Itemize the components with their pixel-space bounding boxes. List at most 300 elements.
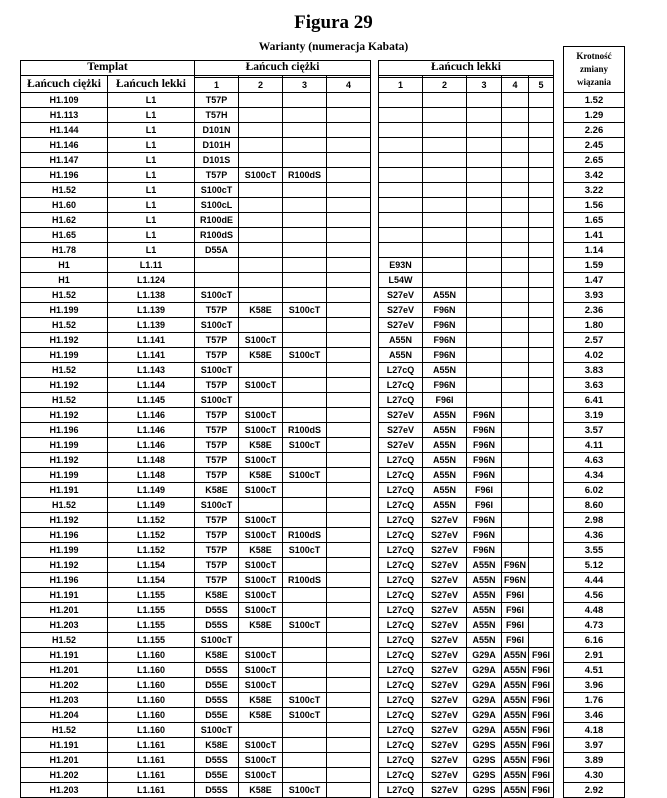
table-row (21, 303, 625, 318)
template-heavy-cell: H1.52 (21, 723, 108, 738)
heavy-mutation-2-cell (239, 138, 283, 153)
heavy-mutation-4-cell (327, 483, 371, 498)
column-separator (371, 393, 379, 408)
light-mutation-1-cell: L27cQ (379, 783, 423, 798)
heavy-mutation-4-cell (327, 648, 371, 663)
fold-change-cell: 1.65 (564, 213, 625, 228)
template-heavy-cell: H1.62 (21, 213, 108, 228)
heavy-mutation-2-cell: S100cT (239, 768, 283, 783)
template-heavy-cell: H1.60 (21, 198, 108, 213)
light-mutation-3-cell: A55N (467, 558, 502, 573)
heavy-mutation-2-cell: S100cT (239, 408, 283, 423)
heavy-mutation-1-cell: D55S (195, 663, 239, 678)
light-mutation-3-cell: A55N (467, 603, 502, 618)
heavy-mutation-1-cell: T57P (195, 408, 239, 423)
light-mutation-1-cell (379, 198, 423, 213)
light-mutation-1-cell (379, 108, 423, 123)
heavy-mutation-1-cell: K58E (195, 483, 239, 498)
table-row (21, 723, 625, 738)
variants-table (20, 46, 625, 798)
light-mutation-5-cell (529, 123, 554, 138)
table-row (21, 663, 625, 678)
heavy-mutation-3-cell (283, 768, 327, 783)
heavy-mutation-4-cell (327, 498, 371, 513)
light-mutation-3-cell: A55N (467, 633, 502, 648)
light-mutation-5-cell (529, 138, 554, 153)
light-mutation-4-cell: F96I (502, 588, 529, 603)
heavy-mutation-2-cell: K58E (239, 468, 283, 483)
template-light-cell: L1 (108, 198, 195, 213)
column-separator (371, 168, 379, 183)
heavy-mutation-1-cell (195, 258, 239, 273)
heavy-mutation-1-cell: D55A (195, 243, 239, 258)
template-light-cell: L1 (108, 153, 195, 168)
light-mutation-4-cell (502, 543, 529, 558)
heavy-mutation-2-cell (239, 213, 283, 228)
light-mutation-5-cell (529, 303, 554, 318)
fold-change-cell: 4.30 (564, 768, 625, 783)
heavy-mutation-2-cell: S100cT (239, 453, 283, 468)
column-separator (554, 348, 564, 363)
table-row (21, 258, 625, 273)
light-mutation-2-cell: A55N (423, 468, 467, 483)
light-mutation-2-cell: A55N (423, 423, 467, 438)
template-light-cell: L1.155 (108, 633, 195, 648)
fold-change-cell: 2.91 (564, 648, 625, 663)
column-separator (554, 498, 564, 513)
heavy-mutation-3-cell (283, 663, 327, 678)
heavy-mutation-2-cell: S100cT (239, 678, 283, 693)
light-mutation-4-cell (502, 468, 529, 483)
heavy-mutation-4-cell (327, 528, 371, 543)
template-light-cell: L1.143 (108, 363, 195, 378)
light-mutation-2-cell: S27eV (423, 663, 467, 678)
light-mutation-3-cell (467, 363, 502, 378)
light-mutation-4-cell: A55N (502, 768, 529, 783)
column-separator (371, 753, 379, 768)
column-separator (371, 378, 379, 393)
template-heavy-cell: H1.203 (21, 693, 108, 708)
template-heavy-cell: H1.147 (21, 153, 108, 168)
header-light-chain: Łańcuch lekki (379, 61, 554, 76)
column-separator (554, 678, 564, 693)
light-mutation-1-cell (379, 123, 423, 138)
heavy-mutation-3-cell (283, 228, 327, 243)
column-separator (371, 768, 379, 783)
heavy-mutation-1-cell: T57P (195, 303, 239, 318)
header-light-pos-5: 5 (529, 78, 554, 93)
heavy-mutation-3-cell (283, 243, 327, 258)
light-mutation-4-cell (502, 153, 529, 168)
heavy-mutation-2-cell (239, 318, 283, 333)
column-separator (371, 738, 379, 753)
light-mutation-3-cell (467, 153, 502, 168)
light-mutation-4-cell (502, 318, 529, 333)
heavy-mutation-4-cell (327, 738, 371, 753)
fold-change-cell: 1.59 (564, 258, 625, 273)
light-mutation-2-cell: S27eV (423, 678, 467, 693)
light-mutation-1-cell (379, 243, 423, 258)
heavy-mutation-2-cell (239, 723, 283, 738)
light-mutation-1-cell: L27cQ (379, 528, 423, 543)
light-mutation-5-cell: F96I (529, 768, 554, 783)
heavy-mutation-3-cell: S100cT (283, 693, 327, 708)
column-separator (371, 528, 379, 543)
light-mutation-5-cell (529, 603, 554, 618)
light-mutation-4-cell: F96I (502, 603, 529, 618)
template-heavy-cell: H1.78 (21, 243, 108, 258)
table-row (21, 333, 625, 348)
heavy-mutation-1-cell: D101H (195, 138, 239, 153)
header-heavy-pos-3: 3 (283, 78, 327, 93)
table-row (21, 543, 625, 558)
light-mutation-2-cell: S27eV (423, 573, 467, 588)
light-mutation-5-cell (529, 258, 554, 273)
light-mutation-1-cell: S27eV (379, 423, 423, 438)
column-separator (554, 198, 564, 213)
light-mutation-4-cell: F96I (502, 618, 529, 633)
heavy-mutation-2-cell: S100cT (239, 333, 283, 348)
template-light-cell: L1.161 (108, 753, 195, 768)
heavy-mutation-3-cell: S100cT (283, 348, 327, 363)
heavy-mutation-1-cell: D55S (195, 693, 239, 708)
column-separator (371, 438, 379, 453)
light-mutation-3-cell: A55N (467, 618, 502, 633)
table-row (21, 378, 625, 393)
table-row (21, 183, 625, 198)
template-light-cell: L1 (108, 93, 195, 108)
light-mutation-4-cell: A55N (502, 663, 529, 678)
table-row (21, 678, 625, 693)
template-heavy-cell: H1.199 (21, 303, 108, 318)
light-mutation-5-cell (529, 498, 554, 513)
template-heavy-cell: H1.109 (21, 93, 108, 108)
light-mutation-3-cell (467, 213, 502, 228)
light-mutation-2-cell (423, 138, 467, 153)
light-mutation-4-cell (502, 108, 529, 123)
light-mutation-2-cell (423, 258, 467, 273)
column-separator (371, 408, 379, 423)
heavy-mutation-3-cell (283, 183, 327, 198)
table-row (21, 618, 625, 633)
light-mutation-5-cell (529, 228, 554, 243)
template-light-cell: L1.138 (108, 288, 195, 303)
template-heavy-cell: H1.201 (21, 603, 108, 618)
template-heavy-cell: H1.192 (21, 558, 108, 573)
table-row (21, 573, 625, 588)
template-light-cell: L1 (108, 168, 195, 183)
light-mutation-1-cell: S27eV (379, 438, 423, 453)
light-mutation-5-cell: F96I (529, 753, 554, 768)
template-heavy-cell: H1.52 (21, 318, 108, 333)
light-mutation-1-cell (379, 228, 423, 243)
template-light-cell: L1.154 (108, 558, 195, 573)
fold-change-cell: 6.02 (564, 483, 625, 498)
heavy-mutation-3-cell (283, 498, 327, 513)
heavy-mutation-3-cell (283, 648, 327, 663)
heavy-mutation-2-cell: S100cT (239, 378, 283, 393)
template-light-cell: L1.146 (108, 408, 195, 423)
heavy-mutation-2-cell (239, 273, 283, 288)
light-mutation-3-cell (467, 303, 502, 318)
light-mutation-1-cell: L27cQ (379, 363, 423, 378)
heavy-mutation-2-cell: S100cT (239, 168, 283, 183)
table-row (21, 423, 625, 438)
fold-change-cell: 4.36 (564, 528, 625, 543)
template-heavy-cell: H1.191 (21, 483, 108, 498)
template-heavy-cell: H1.202 (21, 678, 108, 693)
light-mutation-4-cell (502, 393, 529, 408)
light-mutation-4-cell (502, 408, 529, 423)
light-mutation-4-cell (502, 303, 529, 318)
light-mutation-1-cell: S27eV (379, 288, 423, 303)
template-light-cell: L1.149 (108, 483, 195, 498)
column-separator (554, 288, 564, 303)
light-mutation-1-cell: L27cQ (379, 693, 423, 708)
light-mutation-4-cell (502, 513, 529, 528)
template-heavy-cell: H1.192 (21, 453, 108, 468)
heavy-mutation-1-cell: T57P (195, 528, 239, 543)
heavy-mutation-2-cell (239, 288, 283, 303)
template-light-cell: L1 (108, 108, 195, 123)
light-mutation-5-cell (529, 543, 554, 558)
heavy-mutation-1-cell: T57P (195, 543, 239, 558)
heavy-mutation-4-cell (327, 723, 371, 738)
column-separator (371, 573, 379, 588)
heavy-mutation-4-cell (327, 468, 371, 483)
heavy-mutation-4-cell (327, 153, 371, 168)
light-mutation-2-cell: F96N (423, 318, 467, 333)
heavy-mutation-2-cell (239, 153, 283, 168)
column-separator (554, 693, 564, 708)
light-mutation-2-cell: A55N (423, 453, 467, 468)
column-separator (371, 483, 379, 498)
light-mutation-1-cell: L27cQ (379, 588, 423, 603)
heavy-mutation-2-cell (239, 498, 283, 513)
heavy-mutation-1-cell: S100cT (195, 363, 239, 378)
light-mutation-3-cell: G29A (467, 723, 502, 738)
column-separator (554, 723, 564, 738)
light-mutation-4-cell (502, 243, 529, 258)
table-row (21, 483, 625, 498)
template-light-cell: L1.161 (108, 738, 195, 753)
template-heavy-cell: H1.203 (21, 783, 108, 798)
light-mutation-3-cell: F96N (467, 513, 502, 528)
light-mutation-3-cell: F96I (467, 498, 502, 513)
heavy-mutation-3-cell (283, 603, 327, 618)
column-separator (371, 123, 379, 138)
column-separator (371, 678, 379, 693)
light-mutation-5-cell (529, 468, 554, 483)
heavy-mutation-2-cell: S100cT (239, 483, 283, 498)
heavy-mutation-3-cell: R100dS (283, 168, 327, 183)
table-row (21, 708, 625, 723)
light-mutation-5-cell: F96I (529, 693, 554, 708)
header-light-pos-1: 1 (379, 78, 423, 93)
heavy-mutation-3-cell: S100cT (283, 543, 327, 558)
heavy-mutation-4-cell (327, 633, 371, 648)
column-separator (371, 348, 379, 363)
table-row (21, 453, 625, 468)
heavy-mutation-4-cell (327, 333, 371, 348)
light-mutation-5-cell: F96I (529, 648, 554, 663)
heavy-mutation-3-cell (283, 753, 327, 768)
heavy-mutation-1-cell: T57P (195, 468, 239, 483)
light-mutation-5-cell (529, 93, 554, 108)
fold-change-cell: 3.22 (564, 183, 625, 198)
light-mutation-3-cell: G29A (467, 678, 502, 693)
fold-change-cell: 2.36 (564, 303, 625, 318)
heavy-mutation-4-cell (327, 558, 371, 573)
heavy-mutation-2-cell (239, 243, 283, 258)
table-body (21, 93, 625, 798)
light-mutation-2-cell: S27eV (423, 633, 467, 648)
light-mutation-5-cell (529, 183, 554, 198)
template-light-cell: L1 (108, 213, 195, 228)
light-mutation-1-cell: L27cQ (379, 468, 423, 483)
light-mutation-2-cell (423, 198, 467, 213)
fold-change-cell: 1.47 (564, 273, 625, 288)
light-mutation-1-cell (379, 168, 423, 183)
light-mutation-3-cell: F96N (467, 438, 502, 453)
light-mutation-4-cell (502, 423, 529, 438)
header-heavy-pos-4: 4 (327, 78, 371, 93)
heavy-mutation-4-cell (327, 303, 371, 318)
column-separator (554, 558, 564, 573)
column-separator (554, 303, 564, 318)
heavy-mutation-2-cell (239, 393, 283, 408)
fold-change-cell: 4.02 (564, 348, 625, 363)
light-mutation-1-cell: L27cQ (379, 393, 423, 408)
heavy-mutation-3-cell (283, 333, 327, 348)
heavy-mutation-4-cell (327, 408, 371, 423)
light-mutation-3-cell (467, 378, 502, 393)
heavy-mutation-3-cell (283, 363, 327, 378)
fold-change-cell: 4.34 (564, 468, 625, 483)
light-mutation-1-cell (379, 213, 423, 228)
light-mutation-5-cell (529, 378, 554, 393)
heavy-mutation-1-cell: D101S (195, 153, 239, 168)
light-mutation-3-cell (467, 243, 502, 258)
template-heavy-cell: H1.202 (21, 768, 108, 783)
light-mutation-2-cell: S27eV (423, 528, 467, 543)
heavy-mutation-1-cell: S100cT (195, 723, 239, 738)
fold-change-cell: 4.48 (564, 603, 625, 618)
template-heavy-cell: H1.192 (21, 378, 108, 393)
template-heavy-cell: H1.191 (21, 588, 108, 603)
heavy-mutation-2-cell: S100cT (239, 663, 283, 678)
heavy-mutation-2-cell: K58E (239, 783, 283, 798)
light-mutation-5-cell (529, 363, 554, 378)
heavy-mutation-4-cell (327, 663, 371, 678)
heavy-mutation-3-cell (283, 678, 327, 693)
light-mutation-3-cell (467, 393, 502, 408)
light-mutation-2-cell: S27eV (423, 768, 467, 783)
heavy-mutation-1-cell: S100cL (195, 198, 239, 213)
column-separator (371, 228, 379, 243)
fold-change-cell: 4.56 (564, 588, 625, 603)
light-mutation-2-cell (423, 153, 467, 168)
light-mutation-3-cell (467, 258, 502, 273)
fold-change-cell: 1.52 (564, 93, 625, 108)
column-separator (371, 243, 379, 258)
table-row (21, 348, 625, 363)
fold-change-cell: 3.96 (564, 678, 625, 693)
fold-change-cell: 3.63 (564, 378, 625, 393)
heavy-mutation-1-cell: D101N (195, 123, 239, 138)
template-heavy-cell: H1.113 (21, 108, 108, 123)
heavy-mutation-4-cell (327, 678, 371, 693)
heavy-mutation-1-cell: T57P (195, 168, 239, 183)
heavy-mutation-2-cell: K58E (239, 543, 283, 558)
heavy-mutation-3-cell (283, 93, 327, 108)
light-mutation-2-cell: F96N (423, 333, 467, 348)
template-light-cell: L1.160 (108, 708, 195, 723)
column-separator (371, 588, 379, 603)
table-row (21, 243, 625, 258)
light-mutation-2-cell (423, 123, 467, 138)
column-separator (554, 408, 564, 423)
column-separator (371, 258, 379, 273)
light-mutation-4-cell: A55N (502, 648, 529, 663)
column-separator (554, 168, 564, 183)
table-row (21, 738, 625, 753)
light-mutation-1-cell: S27eV (379, 303, 423, 318)
table-row (21, 363, 625, 378)
light-mutation-3-cell: G29A (467, 693, 502, 708)
heavy-mutation-3-cell (283, 123, 327, 138)
heavy-mutation-1-cell: S100cT (195, 288, 239, 303)
heavy-mutation-4-cell (327, 618, 371, 633)
light-mutation-5-cell (529, 618, 554, 633)
light-mutation-3-cell (467, 348, 502, 363)
light-mutation-1-cell: L27cQ (379, 648, 423, 663)
light-mutation-4-cell (502, 183, 529, 198)
light-mutation-3-cell (467, 168, 502, 183)
light-mutation-2-cell: S27eV (423, 543, 467, 558)
light-mutation-5-cell (529, 483, 554, 498)
heavy-mutation-3-cell (283, 558, 327, 573)
light-mutation-2-cell: A55N (423, 408, 467, 423)
light-mutation-1-cell: L27cQ (379, 543, 423, 558)
light-mutation-1-cell: A55N (379, 348, 423, 363)
template-light-cell: L1.146 (108, 438, 195, 453)
heavy-mutation-2-cell: K58E (239, 303, 283, 318)
column-separator (554, 438, 564, 453)
light-mutation-3-cell (467, 333, 502, 348)
heavy-mutation-4-cell (327, 783, 371, 798)
table-row (21, 123, 625, 138)
template-light-cell: L1 (108, 138, 195, 153)
fold-change-cell: 3.97 (564, 738, 625, 753)
heavy-mutation-4-cell (327, 258, 371, 273)
light-mutation-5-cell: F96I (529, 678, 554, 693)
fold-change-cell: 3.83 (564, 363, 625, 378)
light-mutation-2-cell: F96N (423, 348, 467, 363)
heavy-mutation-3-cell: S100cT (283, 708, 327, 723)
light-mutation-2-cell (423, 108, 467, 123)
heavy-mutation-4-cell (327, 213, 371, 228)
column-separator (554, 483, 564, 498)
heavy-mutation-4-cell (327, 543, 371, 558)
heavy-mutation-3-cell: R100dS (283, 423, 327, 438)
template-light-cell: L1 (108, 183, 195, 198)
light-mutation-2-cell: S27eV (423, 693, 467, 708)
light-mutation-3-cell (467, 138, 502, 153)
column-separator (371, 153, 379, 168)
column-separator (554, 618, 564, 633)
column-separator (371, 198, 379, 213)
